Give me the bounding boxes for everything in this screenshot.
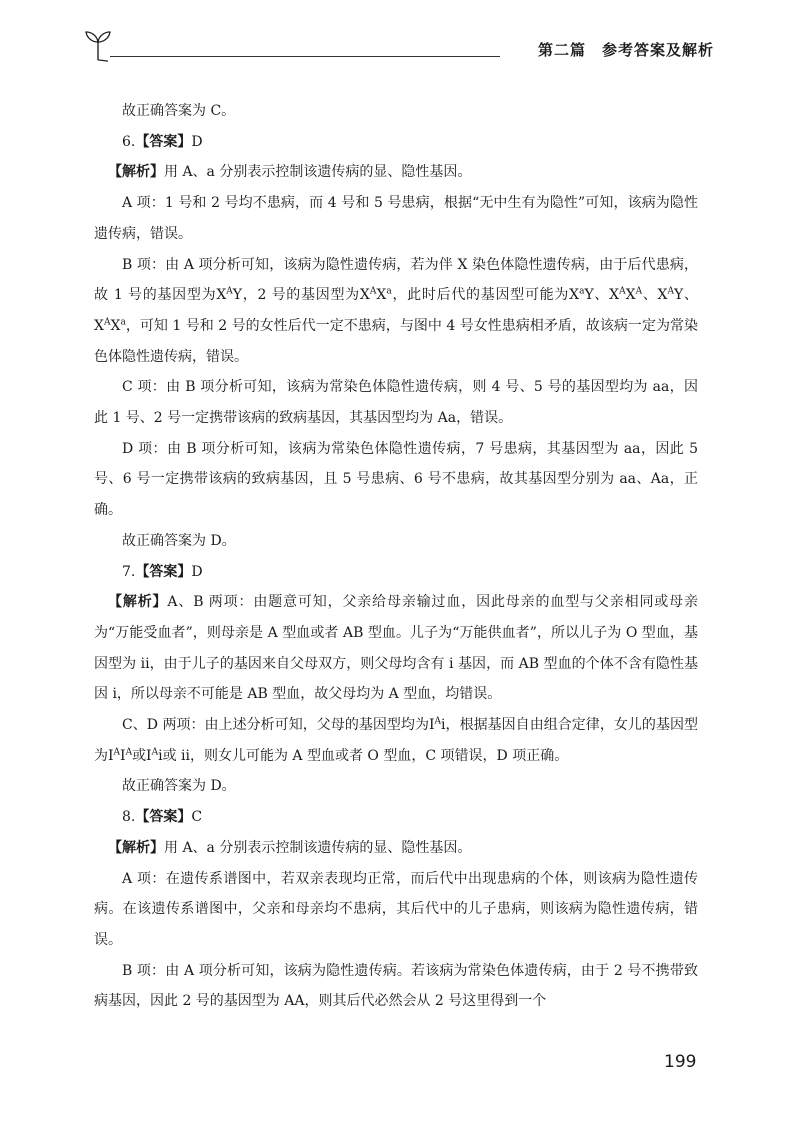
header-rule (110, 56, 500, 57)
analysis-line: 【解析】用 A、a 分别表示控制该遗传病的显、隐性基因。 (108, 164, 472, 181)
answer-line: 7.【答案】D (122, 563, 203, 580)
answer-line: 8.【答案】C (122, 809, 203, 826)
analysis-line: 【解析】用 A、a 分别表示控制该遗传病的显、隐性基因。 (108, 839, 472, 856)
paragraph: B 项：由 A 项分析可知，该病为隐性遗传病，若为伴 X 染色体隐性遗传病，由于后代患病，故 1 号的基因型为$X^AY$，2 号的基因型为$X^AX^a$，此时后代的基因型可能为$X^aY$、$X^AX^A$、$X^AY$、$X^AX^a$，可知 1 号和 2 号的女性后代一定不患病，与图中 4 号女性患病相矛盾，故该病一定为常染色体隐性遗传病，错误。 (94, 256, 698, 365)
paragraph: C 项：由 B 项分析可知，该病为常染色体隐性遗传病，则 4 号、5 号的基因型均为 aa，因此 1 号、2 号一定携带该病的致病基因，其基因型均为 Aa，错误。 (94, 379, 698, 427)
section-title: 第二篇 参考答案及解析 (537, 41, 714, 59)
conclusion-text: 故正确答案为 D。 (122, 532, 236, 549)
paragraph: D 项：由 B 项分析可知，该病为常染色体隐性遗传病，7 号患病，其基因型为 aa，因此 5 号、6 号一定携带该病的致病基因，且 5 号患病、6 号不患病，故其基因型分别为 aa、Aa，正确。 (94, 440, 698, 519)
page-number: 199 (664, 1052, 697, 1072)
conclusion-text: 故正确答案为 D。 (122, 778, 236, 795)
paragraph: A 项：1 号和 2 号均不患病，而 4 号和 5 号患病，根据“无中生有为隐性”可知，该病为隐性遗传病，错误。 (94, 195, 698, 242)
analysis-line: 【解析】A、B 两项：由题意可知，父亲给母亲输过血，因此母亲的血型与父亲相同或母亲为“万能受血者”，则母亲是 A 型血或者 AB 型血。儿子为“万能供血者”，所以儿子为 O 型血，基因型为 ii，由于儿子的基因来自父母双方，则父母均含有 i 基因，而 AB 型血的个体不含有隐性基因 i，所以母亲不可能是 AB 型血，故父母均为 A 型血，均错误。 (94, 594, 698, 703)
paragraph: B 项：由 A 项分析可知，该病为隐性遗传病。若该病为常染色体遗传病，由于 2 号不携带致病基因，因此 2 号的基因型为 AA，则其后代必然会从 2 号这里得到一个 (94, 962, 698, 1010)
conclusion-text: 故正确答案为 C。 (122, 103, 236, 119)
paragraph: A 项：在遗传系谱图中，若双亲表现均正常，而后代中出现患病的个体，则该病为隐性遗传病。在该遗传系谱图中，父亲和母亲均不患病，其后代中的儿子患病，则该病为隐性遗传病，错误。 (94, 870, 698, 948)
paragraph: C、D 两项：由上述分析可知，父母的基因型均为$I^Ai$，根据基因自由组合定律，女儿的基因型为$I^AI^A$或$I^Ai$或 ii，则女儿可能为 A 型血或者 O 型血，C 项错误，D 项正确。 (94, 716, 698, 764)
answer-line: 6.【答案】D (122, 133, 203, 150)
page-body (94, 96, 698, 1017)
sprout-icon (84, 28, 112, 62)
page-header (84, 26, 714, 66)
